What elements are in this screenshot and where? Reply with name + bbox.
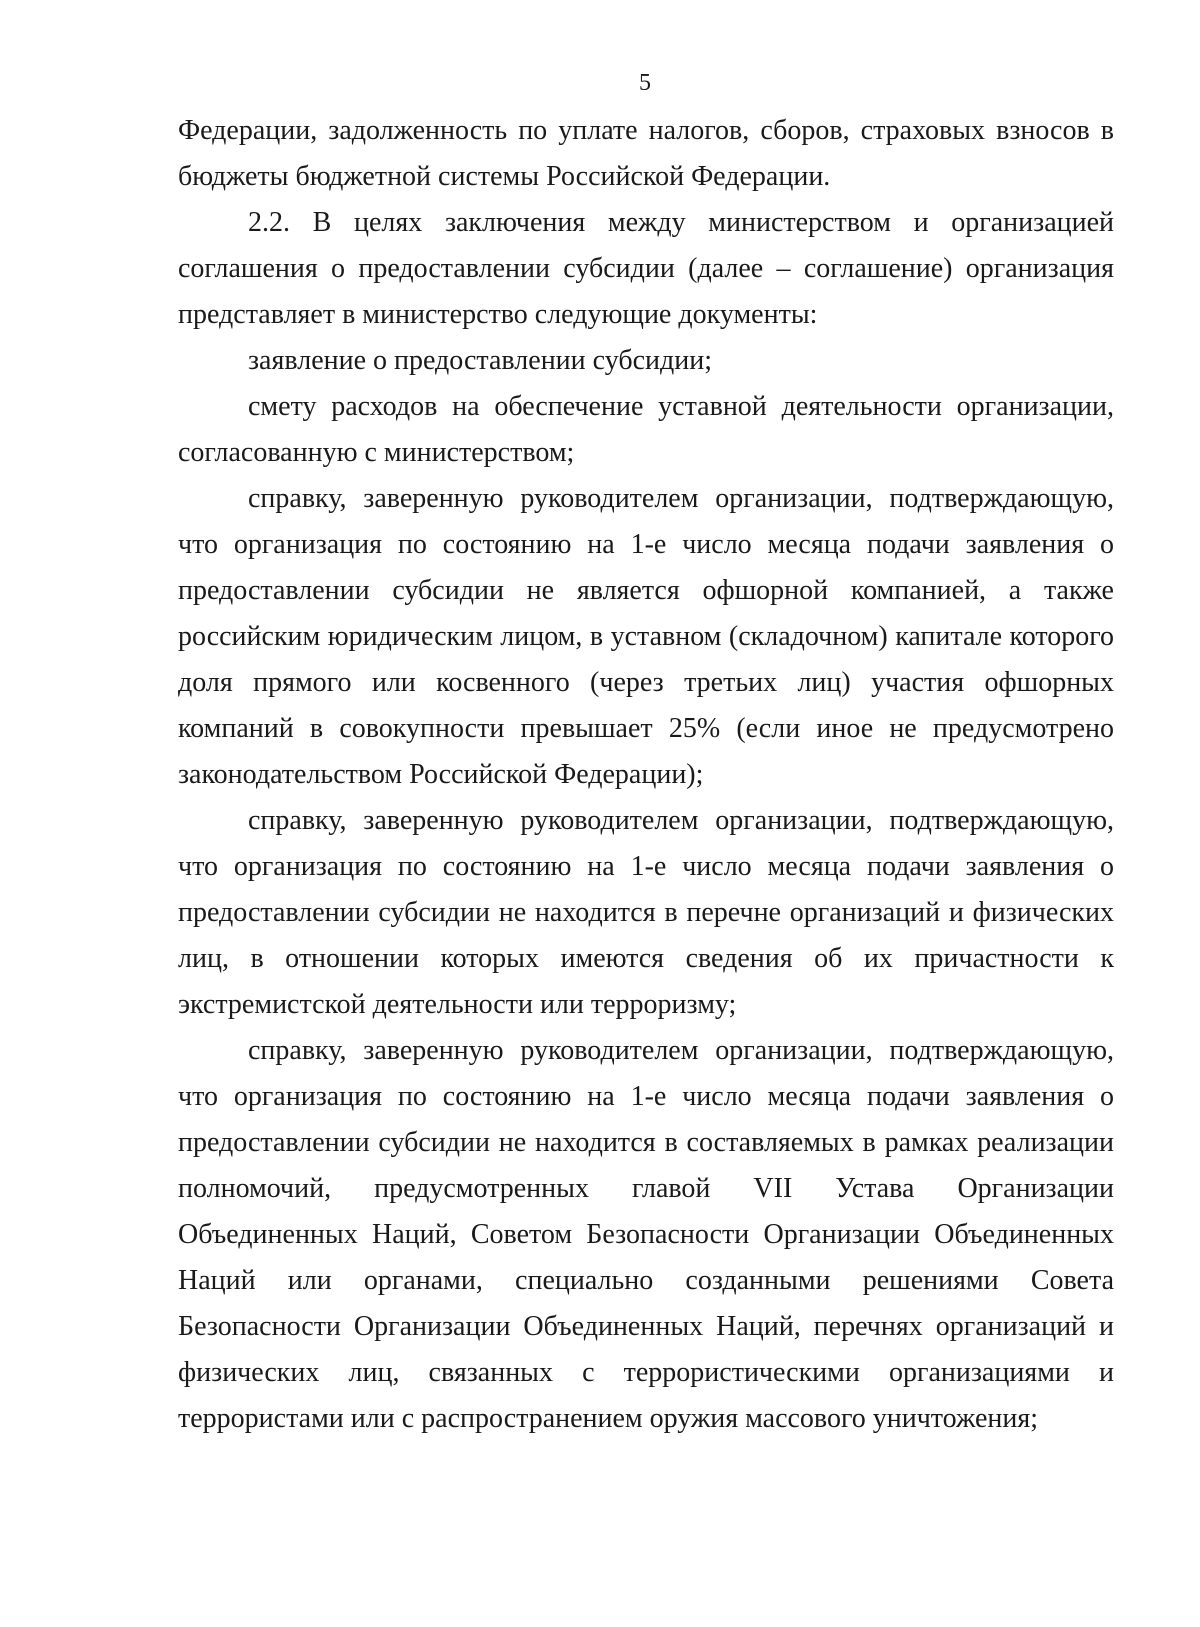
paragraph-un-sanctions-certificate: справку, заверенную руководителем организации, подтверждающую, что организация по состоянию на 1-е число месяца подачи заявления о предоставлении субсидии не находится в составляемых в рамках реализации полномочий, предусмотренных главой VII Устава Организации Объединенных Наций, Советом Безопасности Организации Объединенных Наций или органами, специально созданными решениями Совета Безопасности Организации Объединенных Наций, перечнях организаций и физических лиц, связанных с террористическими организациями и террористами или с распространением оружия массового уничтожения; xyxy=(178,1035,1114,1434)
paragraph-extremism-certificate: справку, заверенную руководителем организации, подтверждающую, что организация по состоянию на 1-е число месяца подачи заявления о предоставлении субсидии не находится в перечне организаций и физических лиц, в отношении которых имеются сведения об их причастности к экстремистской деятельности или терроризму; xyxy=(178,805,1114,1020)
paragraph-offshore-certificate: справку, заверенную руководителем организации, подтверждающую, что организация по состоянию на 1-е число месяца подачи заявления о предоставлении субсидии не является офшорной компанией, а также российским юридическим лицом, в уставном (складочном) капитале которого доля прямого или косвенного (через третьих лиц) участия офшорных компаний в совокупности превышает 25% (если иное не предусмотрено законодательством Российской Федерации); xyxy=(178,483,1114,790)
paragraph-expense-estimate: смету расходов на обеспечение уставной деятельности организации, согласованную с министерством; xyxy=(178,391,1114,468)
page-number: 5 xyxy=(639,70,651,96)
paragraph-clause-2-2: 2.2. В целях заключения между министерством и организацией соглашения о предоставлении субсидии (далее – соглашение) организация представляет в министерство следующие документы: xyxy=(178,207,1114,330)
paragraph-application: заявление о предоставлении субсидии; xyxy=(248,345,712,376)
paragraph-tax-debt-continuation: Федерации, задолженность по уплате налогов, сборов, страховых взносов в бюджеты бюджетной системы Российской Федерации. xyxy=(178,115,1114,192)
document-body xyxy=(178,108,1114,1442)
